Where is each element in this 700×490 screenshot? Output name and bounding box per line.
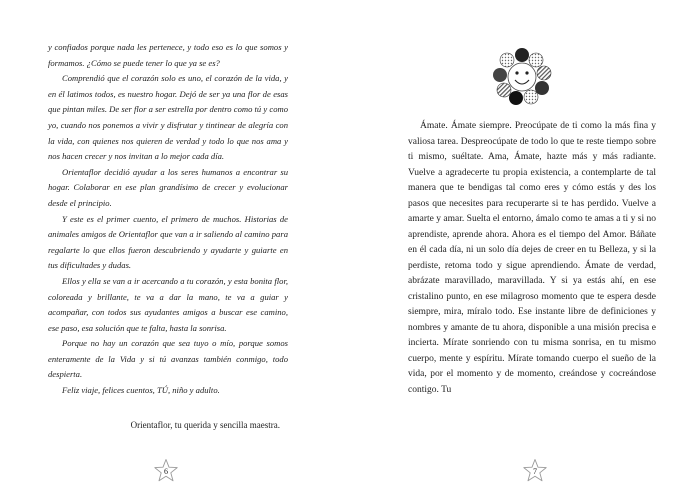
paragraph: Ámate. Ámate siempre. Preocúpate de ti como la más fina y valiosa tarea. Despreocúpate de todo lo que te reste tiempo sobre ti mismo, suéltate. Ama, Ámate, hazte más y más radiante. Vuelve a agradecerte tu propia existencia, a contemplarte de tal manera que te bendigas tal como eres y cómo estás y des los pasos que necesites para recuperarte si te has perdido. Vuelve a amarte y amar. Suelta el entorno, ámalo como te amas a ti y si no aprendiste, aprende ahora. Ahora es el tiempo del Amor. Báñate en él cada día, ni un solo día dejes de creer en tu Belleza, y si la perdiste, retoma todo y sigue aprendiendo. Ámate de verdad, abrázate maravillado, maravillada. Y si ya estás ahí, en ese cristalino punto, en ese milagroso momento que te espera desde siempre, mira, míralo todo. Ese instante libre de definiciones y nombres y amante de tu ahora, disponible a una misión precisa e incierta. Mírate sonriendo con tu misma sonrisa, en tu mismo cuerpo, mente y espíritu. Mírate tomando cuerpo el sueño de la vida, por el momento y de momento, creándose y cocreándose contigo. Tu	[408, 121, 656, 395]
left-page-text	[48, 40, 288, 399]
page-number: 6	[164, 467, 168, 476]
right-page	[350, 0, 700, 490]
paragraph: Comprendió que el corazón solo es uno, el corazón de la vida, y en él latimos todos, es nuestro hogar. Dejó de ser ya una flor de esas que pintan miles. De ser flor a ser estrella por dentro como tú y como yo, cuando nos ponemos a vivir y disfrutar y tintinear de alegría con la vida, con quienes nos quieren de verdad y todo lo que nos ama y nos hacen crecer y nos invitan a lo mejor cada día.	[48, 73, 288, 162]
page-number: 7	[533, 467, 537, 476]
paragraph: Ellos y ella se van a ir acercando a tu corazón, y esta bonita flor, coloreada y brillante, te va a dar la mano, te va a guiar y acompañar, con todos sus ayudantes amigos a buscar ese camino, ese paso, esa solución que te falta, hasta la sonrisa.	[48, 275, 288, 333]
signature: Orientaflor, tu querida y sencilla maestra.	[130, 420, 280, 430]
paragraph: Feliz viaje, felices cuentos, TÚ, niño y adulto.	[62, 385, 220, 396]
smiling-flower-icon	[477, 47, 567, 107]
paragraph: Y este es el primer cuento, el primero de muchos. Historias de animales amigos de Orientaflor que van a ir saliendo al camino para regalarte lo que ellos fueron descubriendo y ayudarte y guiarte en tus dificultades y dudas.	[48, 213, 288, 271]
paragraph: Porque no hay un corazón que sea tuyo o mío, porque somos enteramente de la Vida y si tú avanzas también conmigo, todo despierta.	[48, 338, 288, 380]
paragraph: y confiados porque nada les pertenece, y todo eso es lo que somos y formamos. ¿Cómo se puede tener lo que ya se es?	[48, 42, 288, 68]
page-number-badge	[153, 458, 179, 484]
page-number-badge	[522, 458, 548, 484]
paragraph: Orientaflor decidió ayudar a los seres humanos a encontrar su hogar. Colaborar en ese plan grandísimo de crecer y evolucionar desde el principio.	[48, 166, 288, 208]
right-page-text	[408, 119, 656, 398]
